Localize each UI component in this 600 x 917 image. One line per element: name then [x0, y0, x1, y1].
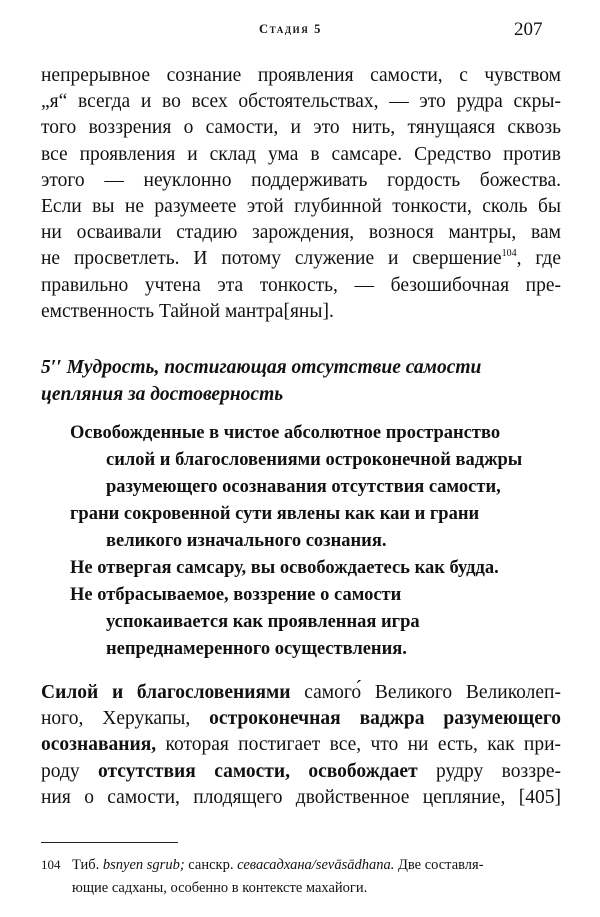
text-line [41, 706, 561, 732]
text-line [41, 759, 561, 785]
verse-line: грани сокровенной сути явлены как каи и грани [70, 504, 480, 524]
footnote-line [41, 853, 561, 877]
paragraph-1 [41, 63, 561, 325]
bold-segment: осознавания, [41, 734, 157, 756]
footnote-separator [41, 842, 178, 843]
text-line: непрерывное сознание проявления самости, с чувством [41, 65, 561, 86]
footnote-number: 104 [41, 857, 61, 872]
text-segment: ния о самости, [41, 786, 194, 808]
bold-segment: остроконечная ваджра разумеющего [209, 708, 561, 730]
text-segment: плодящего двойственное цепляние, [193, 786, 506, 808]
running-head [0, 19, 600, 46]
text-segment: роду [41, 760, 98, 782]
text-line: Если вы не разумеете этой глубинной тонкости, сколь бы [41, 196, 561, 218]
section-heading-line: цепляния за достоверность [41, 384, 284, 405]
footnote-reference[interactable]: 104 [501, 248, 517, 260]
section-number: 5′′ [41, 357, 62, 378]
text-line: „я“ всегда и во всех обстоятельствах, — это рудра скры- [41, 91, 561, 113]
text-segment: санскр. [184, 857, 238, 873]
text-line [41, 680, 561, 706]
verse-block [70, 420, 570, 663]
bold-segment: отсутствия самости, освобождает [98, 760, 418, 782]
verse-line: разумеющего осознавания отсутствия самости, [106, 477, 501, 497]
text-segment: , где [516, 248, 562, 270]
text-segment: Две составля- [394, 857, 484, 873]
text-segment: рудру воззре- [417, 760, 561, 782]
verse-line: Освобожденные в чистое абсолютное пространство [70, 423, 501, 443]
text-line: правильно учтена эта тонкость, — безошибочная пре- [41, 274, 561, 296]
footnote-line: ющие садханы, особенно в контексте махайоги. [72, 880, 368, 896]
text-line [41, 246, 561, 272]
running-title: Стадия 5 [259, 22, 322, 36]
text-segment: не просветлеть. И потому служение и свершение [41, 248, 502, 270]
text-line [41, 785, 561, 811]
bold-segment: Силой и благословениями [41, 682, 291, 703]
section-heading-line [41, 354, 561, 381]
verse-line: Не отбрасываемое, воззрение о самости [70, 585, 402, 605]
text-line: все проявления и склад ума в самсаре. Средство против [41, 143, 561, 165]
verse-line: великого изначального сознания. [106, 531, 387, 551]
source-page-ref: [405] [505, 786, 561, 808]
paragraph-2 [41, 680, 561, 811]
text-line: емственность Тайной мантра[яны]. [41, 300, 334, 322]
text-segment: которая постигает все, что ни есть, как при- [156, 734, 561, 756]
page-number: 207 [514, 19, 543, 40]
text-line [41, 732, 561, 758]
text-segment: самого́ Великого Великолеп- [290, 682, 561, 703]
italic-segment: bsnyen sgrub; [102, 857, 185, 873]
verse-line: непреднамеренного осуществления. [106, 639, 407, 659]
text-segment: Тиб. [72, 857, 103, 873]
italic-segment: севасадхана/sevāsādhana. [237, 857, 395, 873]
verse-line: Не отвергая самсару, вы освобождаетесь как будда. [70, 558, 499, 578]
text-segment: ного, Херукапы, [41, 708, 210, 730]
section-title: Мудрость, постигающая отсутствие самости [66, 357, 482, 378]
text-line: того воззрения о самости, и это нить, тянущаяся сквозь [41, 117, 561, 139]
verse-line: успокаивается как проявленная игра [106, 612, 420, 632]
text-line: этого — неуклонно поддерживать гордость божества. [41, 169, 561, 191]
text-line: ни осваивали стадию зарождения, вознося мантры, вам [41, 222, 561, 244]
section-heading [41, 354, 561, 408]
footnote [41, 853, 561, 900]
verse-line: силой и благословениями остроконечной ваджры [106, 450, 523, 470]
